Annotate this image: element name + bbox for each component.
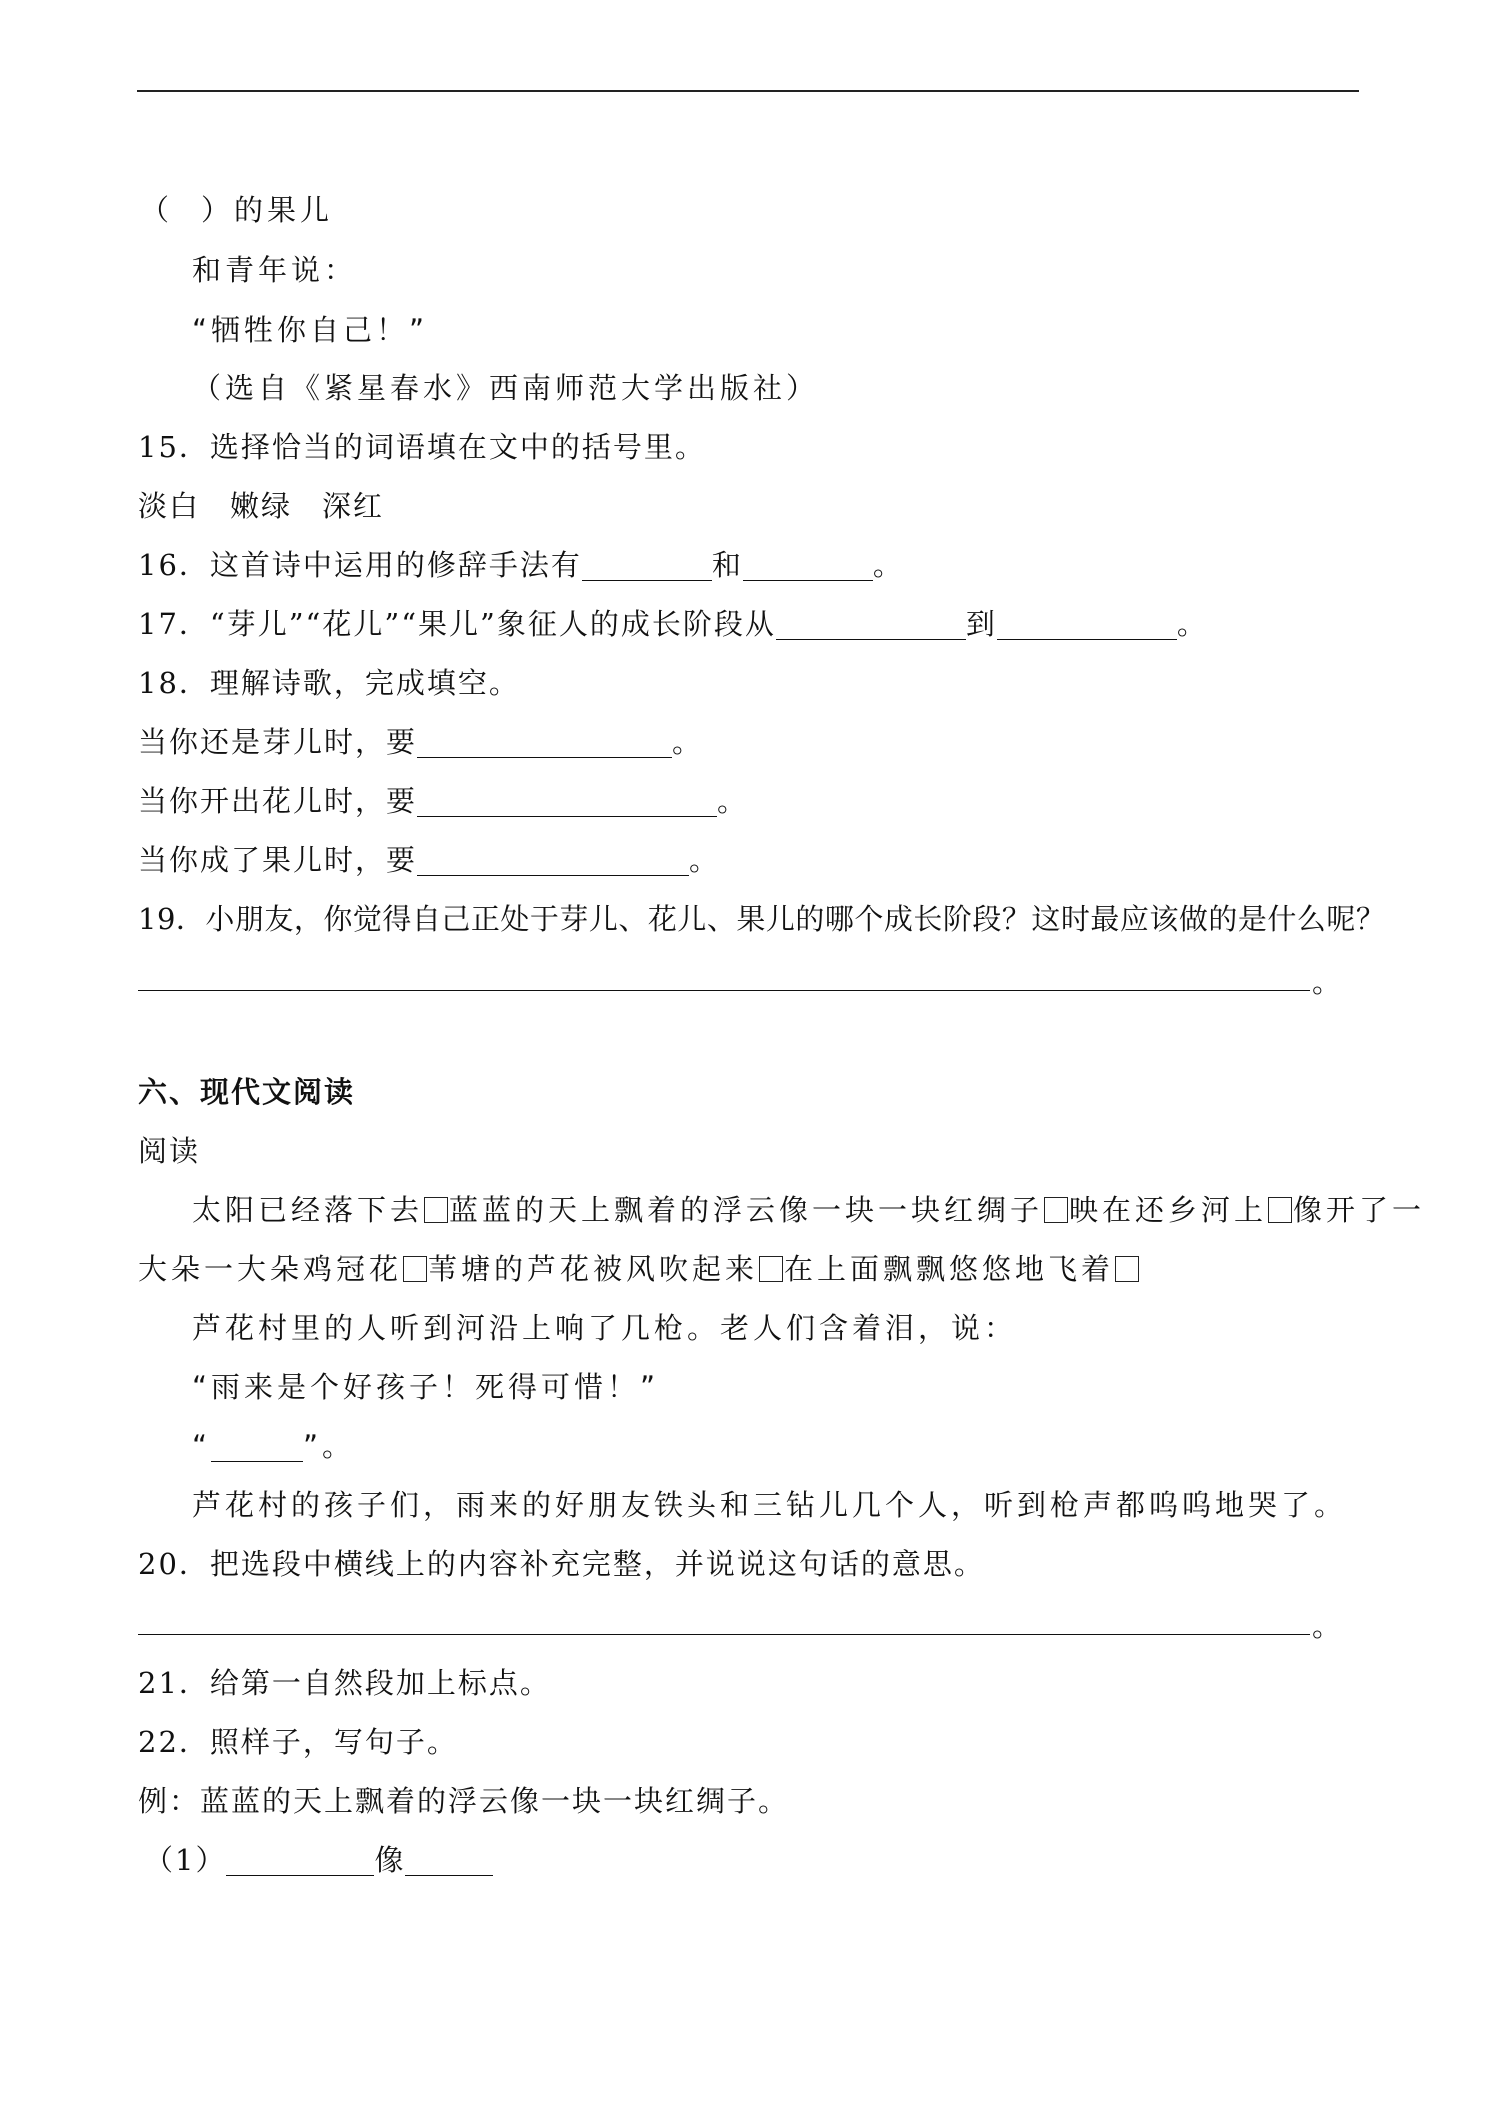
- poem-source: （选自《紧星春水》西南师范大学出版社）: [192, 371, 820, 405]
- header-rule: [137, 90, 1359, 92]
- q18-flower: 当你开出花儿时，要 。: [138, 784, 749, 818]
- answer-blank[interactable]: [997, 609, 1177, 640]
- q18-fruit: 当你成了果儿时，要 。: [138, 843, 721, 877]
- q22-example: 例：蓝蓝的天上飘着的浮云像一块一块红绸子。: [138, 1784, 790, 1818]
- passage-line-1: 太阳已经落下去 蓝蓝的天上飘着的浮云像一块一块红绸子 映在还乡河上 像开了一: [192, 1193, 1426, 1227]
- question-16: 16．这首诗中运用的修辞手法有 和 。: [138, 548, 904, 582]
- q15-option: 深红: [322, 489, 385, 523]
- poem-line-fruit: （ ）的果儿: [140, 193, 334, 227]
- answer-blank[interactable]: [405, 1845, 493, 1876]
- punctuation-box[interactable]: [424, 1197, 448, 1223]
- question-20: 20．把选段中横线上的内容补充完整，并说说这句话的意思。: [138, 1547, 985, 1581]
- question-19: 19．小朋友，你觉得自己正处于芽儿、花儿、果儿的哪个成长阶段？这时最应该做的是什么呢？: [138, 902, 1386, 936]
- answer-blank[interactable]: [582, 550, 712, 581]
- q20-end: 。: [1312, 1609, 1344, 1643]
- q18-bud: 当你还是芽儿时，要 。: [138, 725, 704, 759]
- answer-blank[interactable]: [743, 550, 873, 581]
- punctuation-box[interactable]: [759, 1256, 783, 1282]
- answer-blank[interactable]: [417, 727, 672, 758]
- question-15: 15．选择恰当的词语填在文中的括号里。: [138, 430, 706, 464]
- section-title: 六、现代文阅读: [138, 1075, 356, 1109]
- answer-blank[interactable]: [211, 1431, 303, 1462]
- punctuation-box[interactable]: [1268, 1197, 1292, 1223]
- poem-line-2: 和青年说：: [192, 253, 358, 287]
- q19-end: 。: [1312, 965, 1344, 999]
- answer-line[interactable]: [138, 990, 1310, 991]
- question-18: 18．理解诗歌，完成填空。: [138, 666, 520, 700]
- answer-blank[interactable]: [226, 1845, 374, 1876]
- passage-line-2: 大朵一大朵鸡冠花 苇塘的芦花被风吹起来 在上面飘飘悠悠地飞着: [138, 1249, 1140, 1289]
- answer-blank[interactable]: [417, 845, 689, 876]
- q15-option: 嫩绿: [230, 489, 293, 523]
- poem-line-3: “牺牲你自己！”: [192, 313, 429, 347]
- q15-options: [138, 486, 384, 526]
- punctuation-box[interactable]: [1044, 1197, 1068, 1223]
- passage-line-6: 芦花村的孩子们，雨来的好朋友铁头和三钻儿几个人，听到枪声都呜呜地哭了。: [192, 1488, 1348, 1522]
- question-17: 17．“芽儿”“花儿”“果儿”象征人的成长阶段从 到 。: [138, 607, 1208, 641]
- passage-line-4: “雨来是个好孩子！死得可惜！”: [192, 1370, 660, 1404]
- passage-line-5: “ ”。: [192, 1429, 356, 1463]
- q15-option: 淡白: [138, 489, 201, 523]
- answer-blank[interactable]: [417, 786, 717, 817]
- question-22: 22．照样子，写句子。: [138, 1725, 458, 1759]
- answer-line[interactable]: [138, 1634, 1310, 1635]
- section-subtitle: 阅读: [138, 1134, 201, 1168]
- answer-blank[interactable]: [776, 609, 966, 640]
- q22-item-1: （1） 像: [144, 1840, 493, 1880]
- punctuation-box[interactable]: [403, 1256, 427, 1282]
- passage-line-3: 芦花村里的人听到河沿上响了几枪。老人们含着泪，说：: [192, 1311, 1018, 1345]
- punctuation-box[interactable]: [1115, 1256, 1139, 1282]
- question-21: 21．给第一自然段加上标点。: [138, 1666, 551, 1700]
